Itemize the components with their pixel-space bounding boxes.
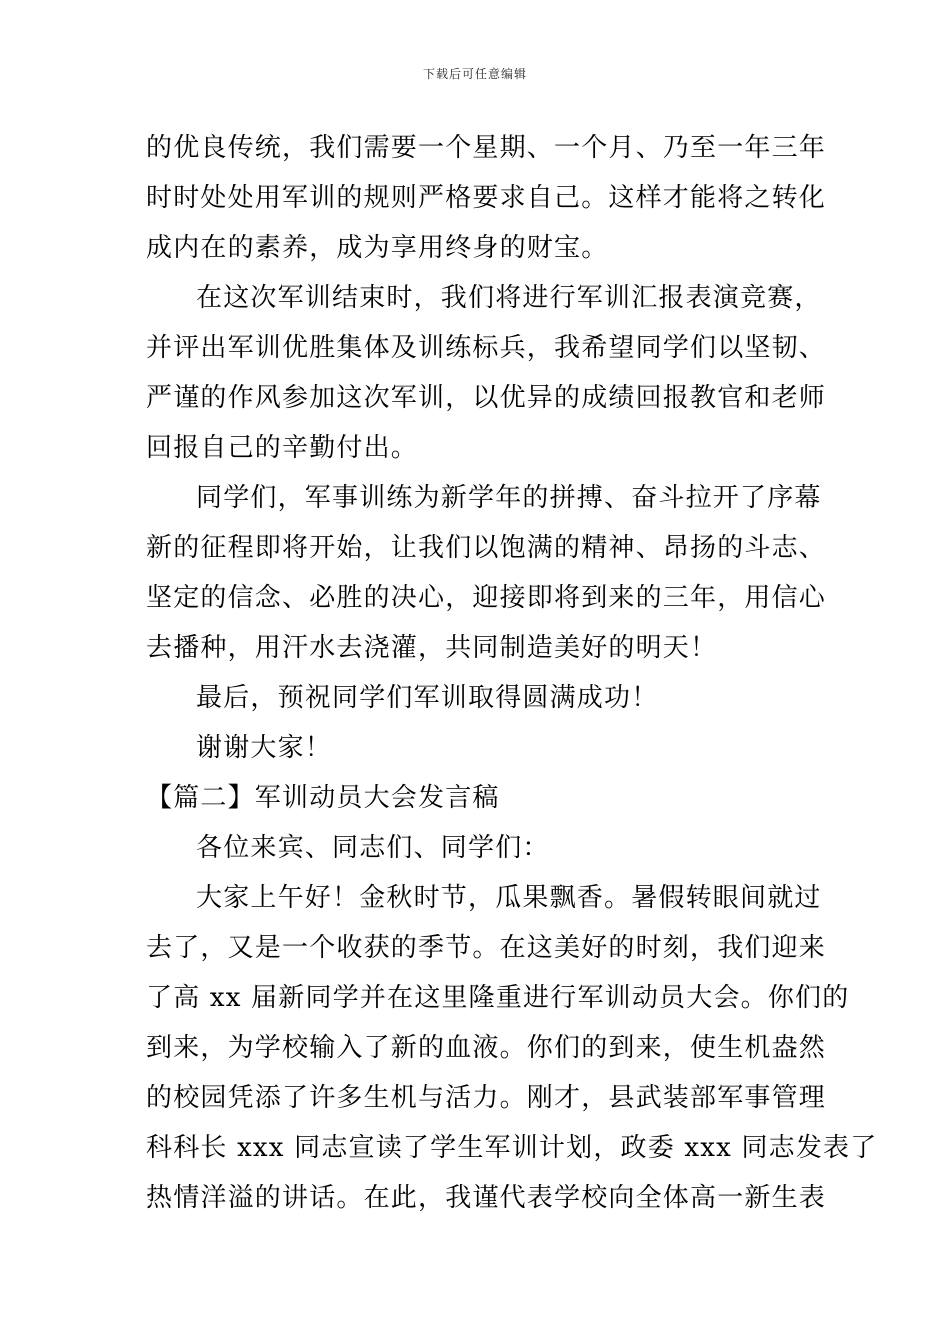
paragraph-start: 最后，预祝同学们军训取得圆满成功！ (196, 683, 659, 713)
text-line: 回报自己的辛勤付出。 (146, 433, 419, 463)
paragraph-start: 大家上午好！金秋时节，瓜果飘香。暑假转眼间就过 (196, 883, 822, 913)
text-line: 坚定的信念、必胜的决心，迎接即将到来的三年，用信心 (146, 583, 827, 613)
section-title: 【篇二】军训动员大会发言稿 (146, 783, 500, 813)
text-line: 严谨的作风参加这次军训，以优异的成绩回报教官和老师 (146, 383, 827, 413)
text-line: 的优良传统，我们需要一个星期、一个月、乃至一年三年 (146, 133, 827, 163)
text-line: 新的征程即将开始，让我们以饱满的精神、昂扬的斗志、 (146, 533, 827, 563)
page-header: 下载后可任意编辑 (422, 67, 527, 81)
paragraph-start: 谢谢大家！ (196, 733, 333, 763)
text-line: 到来，为学校输入了新的血液。你们的到来，使生机盎然 (146, 1033, 827, 1063)
text-line: 的校园凭添了许多生机与活力。刚才，县武装部军事管理 (146, 1083, 827, 1113)
text-line: 去播种，用汗水去浇灌，共同制造美好的明天！ (146, 633, 718, 663)
text-line: 并评出军训优胜集体及训练标兵，我希望同学们以坚韧、 (146, 333, 827, 363)
paragraph-start: 在这次军训结束时，我们将进行军训汇报表演竞赛， (196, 283, 822, 313)
text-line: 了高 xx 届新同学并在这里隆重进行军训动员大会。你们的 (146, 983, 850, 1013)
text-line: 时时处处用军训的规则严格要求自己。这样才能将之转化 (146, 183, 827, 213)
text-line: 科科长 xxx 同志宣读了学生军训计划，政委 xxx 同志发表了 (146, 1133, 878, 1163)
text-line: 去了，又是一个收获的季节。在这美好的时刻，我们迎来 (146, 933, 827, 963)
salutation: 各位来宾、同志们、同学们： (196, 833, 550, 863)
text-line: 热情洋溢的讲话。在此，我谨代表学校向全体高一新生表 (146, 1183, 827, 1213)
paragraph-start: 同学们，军事训练为新学年的拼搏、奋斗拉开了序幕 (196, 483, 822, 513)
text-line: 成内在的素养，成为享用终身的财宝。 (146, 233, 609, 263)
